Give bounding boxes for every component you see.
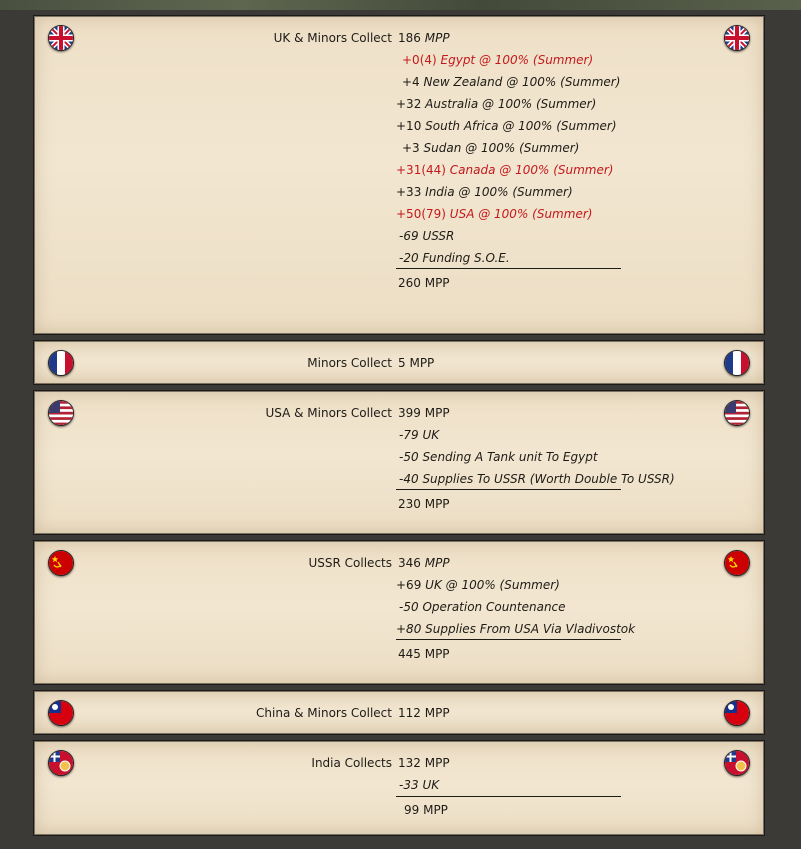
list-item: -40 Supplies To USSR (Worth Double To USSR) [399,472,675,486]
panel-header-label: India Collects [311,756,392,770]
panel-header-label: USSR Collects [308,556,392,570]
panel-total: 99 MPP [404,803,448,817]
background-map-strip [0,0,801,10]
panel-header-amount: 186 MPP [398,31,450,45]
panel-total: 260 MPP [398,276,450,290]
panel-header-label: USA & Minors Collect [265,406,392,420]
ussr-flag-icon [48,550,74,576]
list-item: +4 New Zealand @ 100% (Summer) [402,75,621,89]
panel-total: 230 MPP [398,497,450,511]
panel-header-amount: 346 MPP [398,556,450,570]
china-mpp-panel [33,690,765,735]
list-item: -69 USSR [399,229,455,243]
list-item: +50(79) USA @ 100% (Summer) [396,207,593,221]
panel-header-amount: 112 MPP [398,706,450,720]
list-item: +32 Australia @ 100% (Summer) [396,97,597,111]
usa-flag-icon [724,400,750,426]
india-mpp-panel [33,740,765,836]
uk-flag-icon [724,25,750,51]
uk-mpp-panel [33,15,765,335]
ussr-mpp-panel [33,540,765,685]
list-item: +3 Sudan @ 100% (Summer) [402,141,580,155]
list-item: -50 Operation Countenance [399,600,566,614]
france-flag-icon [48,350,74,376]
china-flag-icon [48,700,74,726]
panel-header-label: China & Minors Collect [256,706,392,720]
list-item: +33 India @ 100% (Summer) [396,185,573,199]
ussr-flag-icon [724,550,750,576]
list-item: +80 Supplies From USA Via Vladivostok [396,622,636,636]
panel-header-label: UK & Minors Collect [273,31,392,45]
divider [396,489,621,490]
divider [396,639,621,640]
list-item: -79 UK [399,428,440,442]
panel-header-label: Minors Collect [307,356,392,370]
divider [396,796,621,797]
uk-flag-icon [48,25,74,51]
list-item: -20 Funding S.O.E. [399,251,510,265]
china-flag-icon [724,700,750,726]
usa-flag-icon [48,400,74,426]
list-item: +0(4) Egypt @ 100% (Summer) [402,53,594,67]
panel-total: 445 MPP [398,647,450,661]
list-item: +10 South Africa @ 100% (Summer) [396,119,617,133]
panel-header-amount: 5 MPP [398,356,435,370]
list-item: -33 UK [399,778,440,792]
france-flag-icon [724,350,750,376]
list-item: -50 Sending A Tank unit To Egypt [399,450,598,464]
panel-header-amount: 132 MPP [398,756,450,770]
list-item: +69 UK @ 100% (Summer) [396,578,560,592]
usa-mpp-panel [33,390,765,535]
panel-header-amount: 399 MPP [398,406,450,420]
divider [396,268,621,269]
list-item: +31(44) Canada @ 100% (Summer) [396,163,614,177]
france-mpp-panel [33,340,765,385]
india-flag-icon [48,750,74,776]
india-flag-icon [724,750,750,776]
